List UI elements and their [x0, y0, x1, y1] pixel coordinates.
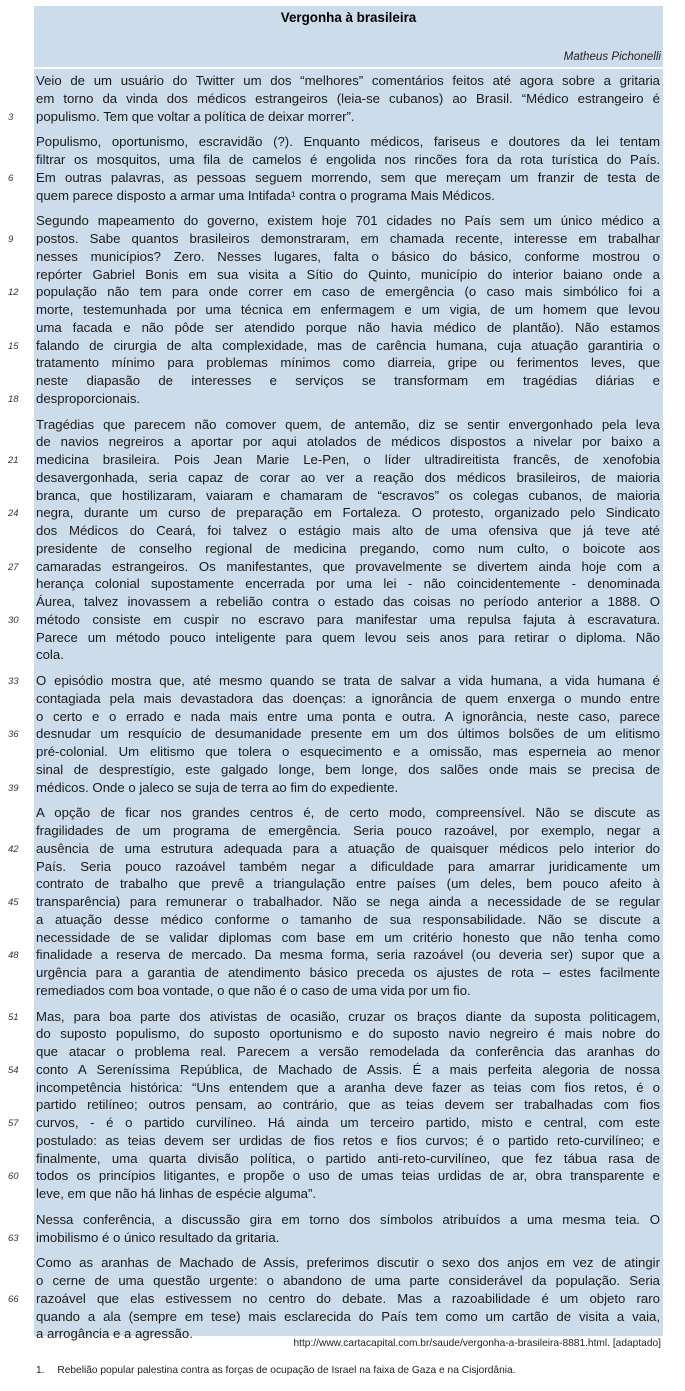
text-line: morte, testemunhada por uma técnica em enfermagem e um vigia, de um homem que levou [36, 302, 660, 317]
text-line: a arrogância e a agressão. [36, 1326, 193, 1342]
text-line: contagiada pela mais devastadora das doenças: a ignorância de quem enxerga o mundo entre [36, 690, 660, 706]
text-line: Como as aranhas de Machado de Assis, preferimos discutir o sexo dos anjos em vez de atingir [36, 1255, 660, 1271]
line-number: 21 [8, 455, 19, 466]
line-number: 12 [8, 287, 19, 299]
line-number: 45 [8, 897, 19, 908]
text-line: Populismo, oportunismo, escravidão (?). Enquanto médicos, fariseus e doutores da lei tentam [36, 134, 660, 150]
footnote-text: Rebelião popular palestina contra as forças de ocupação de Israel na faixa de Gaza e na Cisjordânia. [57, 1365, 516, 1376]
text-line: médicos. Onde o jaleco se suja de terra ao fim do expediente. [36, 779, 399, 795]
text-line: necessidade de se validar diplomas com base em um critério honesto que não tenha como [36, 929, 660, 945]
text-line: razoável que elas estivessem no centro do debate. Mas a razoabilidade é um objeto raro [36, 1290, 660, 1306]
text-line: incompetência histórica: “Uns entendem que a aranha deve fazer as teias com fios retos, é o [36, 1079, 660, 1095]
text-line: uma facada e não pôde ser atendido porque não havia médico de plantão). Não estamos [36, 319, 660, 335]
text-line: desavergonhada, seria capaz de corar ao ver a reação dos médicos brasileiros, de maioria [36, 469, 660, 485]
text-line: quando a ala (sempre em tese) mais esclarecida do País tem como um cartão de visita a vaia, [36, 1308, 660, 1324]
line-number: 24 [8, 508, 19, 520]
line-number: 30 [8, 614, 19, 626]
text-line: repórter Gabriel Bonis em sua visita a Sítio do Quinto, município do interior baiano onde a [36, 266, 660, 282]
text-line: Mas, para boa parte dos ativistas de ocasião, cruzar os braços diante da suposta politicagem, [36, 1008, 660, 1024]
text-line: nesses municípios? Zero. Nesses lugares, falta o básico do básico, conforme mostrou o [36, 248, 660, 264]
text-line: Veio de um usuário do Twitter um dos “melhores” comentários feitos até agora sobre a gritaria [36, 73, 660, 88]
line-number: 51 [8, 1011, 19, 1023]
footnote [36, 1365, 516, 1376]
article-header [34, 6, 663, 66]
line-number: 36 [8, 729, 19, 741]
text-line: postos. Sabe quantos brasileiros demonstraram, em chamada recente, interesse em trabalhar [36, 231, 660, 246]
paragraph [36, 416, 660, 665]
text-line: pré-colonial. Um elitismo que tolera o esquecimento e a omissão, mas esperneia ao menor [36, 744, 660, 759]
text-line: populismo. Tem que voltar a política de deixar morrer”. [36, 108, 355, 124]
text-line: transparência) para remunerar o trabalhador. Não se nega ainda a necessidade de se regular [36, 894, 660, 909]
text-line: remediados com boa vontade, o que não é o caso de uma vida por um fio. [36, 982, 471, 998]
text-line: a atuação desse médico conforme o tamanho de sua responsabilidade. Não se discute a [36, 911, 660, 927]
text-line: A opção de ficar nos grandes centros é, de certo modo, compreensível. Não se discute as [36, 805, 660, 821]
paragraph [36, 1008, 660, 1203]
line-number: 42 [8, 843, 19, 855]
footnote-number: 1. [36, 1365, 45, 1376]
text-line: finalidade a reserva de mercado. Da mesma forma, seria razoável (ou deveria ser) supor que a [36, 947, 660, 963]
line-number: 66 [8, 1293, 19, 1305]
paragraph [36, 212, 660, 407]
line-number: 39 [8, 782, 19, 794]
line-number: 63 [8, 1232, 19, 1244]
line-number: 6 [8, 172, 14, 184]
text-line: camaradas estrangeiros. Os manifestantes, que provavelmente se divertem ainda hoje com a [36, 558, 660, 574]
paragraph [36, 672, 660, 796]
text-line: filtrar os mosquitos, uma fila de camelos é engolida nos rincões fora da rota turística do País. [36, 152, 660, 167]
text-line: O episódio mostra que, até mesmo quando se trata de salvar a vida humana, a vida humana é [36, 673, 660, 688]
text-line: desnudar um resquício de desumanidade presente em um dos últimos bolsões de um elitismo [36, 726, 660, 742]
source-citation: http://www.cartacapital.com.br/saude/vergonha-a-brasileira-8881.html. [adaptado] [293, 1338, 661, 1349]
paragraph [36, 72, 660, 125]
text-line: herança colonial supostamente encerrada por uma lei - não coincidentemente - denominada [36, 576, 660, 592]
text-line: todos os princípios litigantes, e propõe o uso de umas teias urdidas de ar, obra transparente e [36, 1168, 660, 1184]
text-line: finalmente, uma quarta divisão política, o partido anti-reto-curvilíneo, que fez tábua rasa de [36, 1150, 660, 1166]
text-line: método consiste em cuspir no escravo para manifestar uma repulsa fajuta à escravatura. [36, 611, 660, 627]
paragraph [36, 1254, 660, 1343]
text-line: contrato de trabalho que prevê a triangulação entre países (um deles, bem pouco afeito à [36, 876, 660, 892]
line-number: 54 [8, 1064, 19, 1076]
text-line: quem parece disposto a armar uma Intifada¹ contra o programa Mais Médicos. [36, 187, 495, 203]
line-number: 9 [8, 234, 14, 245]
text-line: falando de cirurgia de alta complexidade, mas de carência humana, cuja atuação garantiria o [36, 337, 660, 353]
text-line: sinal de desprestígio, este galgado longe, bem longe, dos salões onde mais se precisa de [36, 761, 660, 777]
text-line: fragilidades de um programa de emergência. Seria pouco razoável, por exemplo, negar a [36, 823, 660, 838]
text-line: tratamento mínimo para problemas mínimos como diarreia, gripe ou ferimentos leves, que [36, 355, 660, 371]
text-line: postulado: as teias devem ser urdidas de fios retos e fios curvos; é o partido reto-curvilíneo; e [36, 1132, 660, 1148]
text-line: imobilismo é o único resultado da gritaria. [36, 1229, 280, 1245]
text-line: Áurea, talvez inovassem a rebelião contra o estado das coisas no período anterior a 1888. O [36, 594, 660, 609]
line-number: 3 [8, 111, 14, 123]
text-line: País. Seria pouco razoável também negar a dificuldade para amarrar juridicamente um [36, 858, 660, 874]
text-line: população não tem para onde correr em caso de emergência (o caso mais simbólico foi a [36, 284, 660, 300]
line-number: 33 [8, 676, 19, 687]
text-line: medicina brasileira. Pois Jean Marie Le-Pen, o líder ultradireitista francês, de xenofobia [36, 452, 660, 467]
text-line: dos Médicos do Ceará, foi talvez o estágio mais alto de uma ofensiva que já teve até [36, 523, 660, 538]
line-number: 15 [8, 340, 19, 352]
line-number: 27 [8, 561, 19, 573]
text-line: em torno da vinda dos médicos estrangeiros (leia-se cubanos) ao Brasil. “Médico estrangeiro é [36, 90, 660, 106]
article-body [36, 72, 660, 1343]
text-line: cola. [36, 647, 64, 663]
line-number: 60 [8, 1171, 19, 1183]
text-line: Nessa conferência, a discussão gira em torno dos símbolos atribuídos a uma mesma teia. O [36, 1211, 660, 1227]
text-line: Segundo mapeamento do governo, existem hoje 701 cidades no País sem um único médico a [36, 213, 660, 229]
article-title: Vergonha à brasileira [280, 10, 417, 25]
text-line: presidente de conselho regional de medicina pregando, como num culto, o boicote aos [36, 540, 660, 556]
text-line: do suposto populismo, do suposto oportunismo e do suposto navio negreiro é mais nobre do [36, 1026, 660, 1042]
text-line: curvos, - é o partido curvilíneo. Há ainda um terceiro partido, misto e central, com este [36, 1115, 660, 1130]
text-line: Parece um método pouco inteligente para quem levou seis anos para retirar o diploma. Não [36, 629, 660, 645]
header-divider [34, 67, 663, 69]
line-number: 48 [8, 950, 19, 962]
text-line: desproporcionais. [36, 390, 141, 406]
text-line: conto A Sereníssima República, de Machado de Assis. É a mais perfeita alegoria de nossa [36, 1061, 660, 1077]
paragraph [36, 133, 660, 204]
text-line: o cerne de uma questão urgente: o abandono de uma parte considerável da população. Seria [36, 1273, 660, 1288]
text-line: neste diapasão de interesses e serviços se transformam em tragédias diárias e [36, 373, 660, 388]
text-line: leve, em que não há linhas de espécie alguma”. [36, 1186, 317, 1201]
text-line: Tragédias que parecem não comover quem, de antemão, diz se sentir envergonhado pela leva [36, 416, 660, 432]
text-line: que atacar o problema real. Parecem a versão remodelada da conferência das aranhas do [36, 1044, 660, 1059]
article-author: Matheus Pichonelli [563, 50, 661, 63]
paragraph [36, 804, 660, 999]
text-line: urgência para a garantia de atendimento básico preceda os ajustes de rota – estes facilmente [36, 965, 660, 980]
line-number: 57 [8, 1118, 19, 1129]
text-line: ausência de uma estrutura adequada para a atuação de quaisquer médicos pelo interior do [36, 840, 660, 856]
text-line: branca, que hostilizaram, vaiaram e chamaram de “escravos” os colegas cubanos, de maioria [36, 487, 660, 503]
text-line: partido retilíneo; outros pensam, ao contrário, que as teias devem ser trabalhadas com fios [36, 1097, 660, 1113]
text-line: negra, durante um curso de preparação em Fortaleza. O protesto, organizado pelo Sindicato [36, 505, 660, 521]
text-line: de navios negreiros a aportar por aqui atolados de médicos dispostos a nivelar por baixo a [36, 434, 660, 450]
paragraph [36, 1211, 660, 1247]
text-line: Em outras palavras, as pessoas seguem morrendo, sem que mereçam um franzir de testa de [36, 169, 660, 185]
text-line: o certo e o errado e nada mais entre uma ponta e outra. A ignorância, neste caso, parece [36, 708, 660, 724]
line-number: 18 [8, 393, 19, 405]
